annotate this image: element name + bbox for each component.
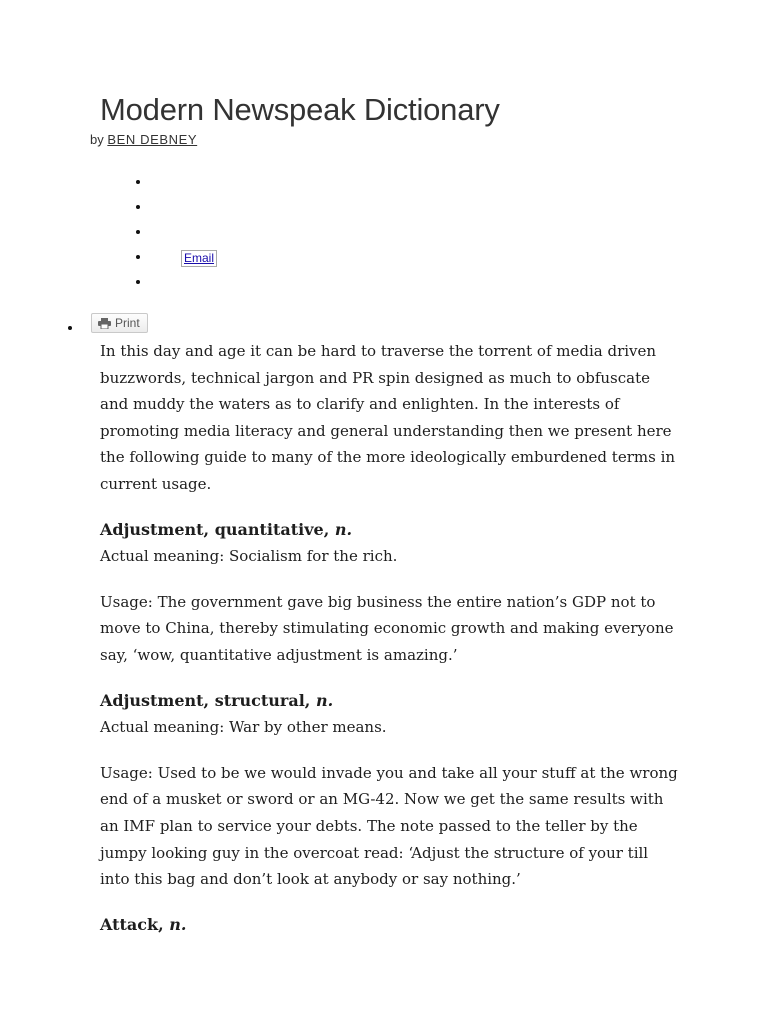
byline-prefix: by xyxy=(90,132,104,147)
print-label: Print xyxy=(115,316,140,330)
term-part-of-speech: n. xyxy=(169,914,187,934)
entry-term xyxy=(100,912,680,939)
printer-icon xyxy=(98,318,111,329)
print-button[interactable] xyxy=(91,313,148,333)
entry-usage: Usage: The government gave big business the entire nation’s GDP not to move to China, thereby stimulating economic growth and making everyone say, ‘wow, quantitative adjustment is amazing.’ xyxy=(100,592,674,664)
entry-term xyxy=(100,517,680,544)
list-bullet xyxy=(68,326,72,330)
intro-paragraph: In this day and age it can be hard to traverse the torrent of media driven buzzwords, technical jargon and PR spin designed as much to obfuscate and muddy the waters as to clarify and enlighten. In the interests of promoting media literacy and general understanding then we present here the following guide to many of the more ideologically emburdened terms in current usage. xyxy=(100,342,676,493)
email-share-link[interactable]: Email xyxy=(181,250,217,267)
list-bullet xyxy=(136,205,140,209)
list-bullet xyxy=(136,230,140,234)
term-name: Attack, xyxy=(100,914,164,934)
list-bullet xyxy=(136,180,140,184)
page-title: Modern Newspeak Dictionary xyxy=(100,92,500,127)
list-bullet xyxy=(136,280,140,284)
author-link[interactable]: BEN DEBNEY xyxy=(107,132,198,147)
term-part-of-speech: n. xyxy=(315,690,334,710)
term-part-of-speech: n. xyxy=(334,519,353,539)
list-bullet xyxy=(136,255,140,259)
term-name: Adjustment, structural, xyxy=(100,690,311,710)
entry-term xyxy=(100,688,680,715)
term-name: Adjustment, quantitative, xyxy=(100,519,330,539)
entry-meaning: Actual meaning: War by other means. xyxy=(100,718,387,737)
entry-usage: Usage: Used to be we would invade you and take all your stuff at the wrong end of a musket or sword or an MG-42. Now we get the same results with an IMF plan to service your debts. The note passed to the teller by the jumpy looking guy in the overcoat read: ‘Adjust the structure of your till into this bag and don’t look at anybody or say nothing.’ xyxy=(100,763,678,889)
entry-meaning: Actual meaning: Socialism for the rich. xyxy=(100,547,398,566)
article-body xyxy=(100,338,680,938)
byline xyxy=(90,132,197,148)
